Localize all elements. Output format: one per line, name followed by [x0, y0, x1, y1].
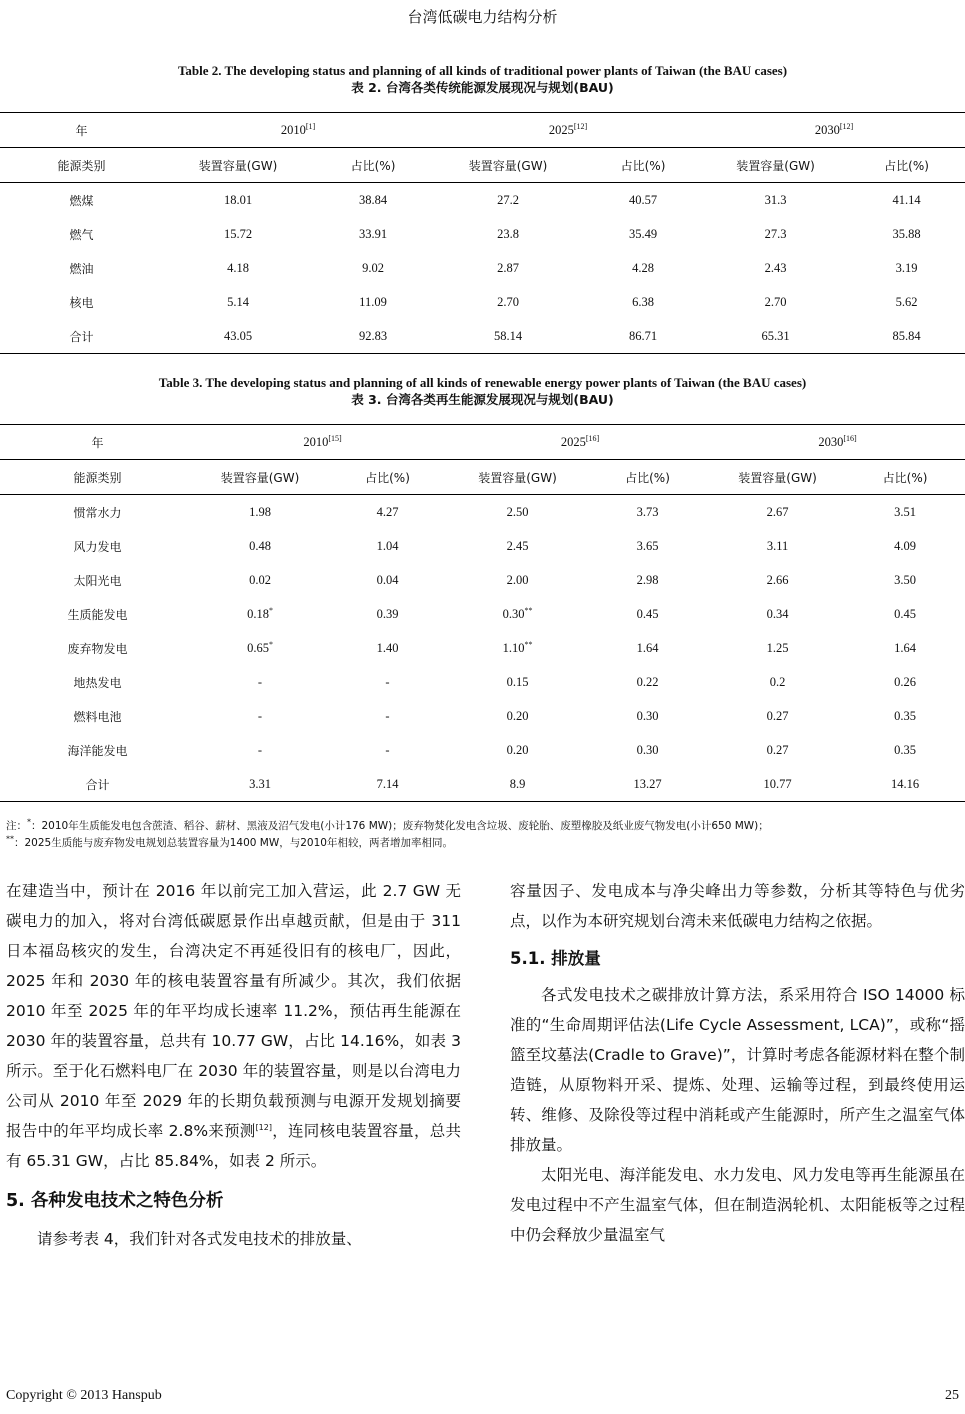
- table-row-total: 合计 3.31 7.14 8.9 13.27 10.77 14.16: [0, 767, 965, 802]
- table3: [0, 424, 965, 802]
- paragraph: 容量因子、发电成本与净尖峰出力等参数，分析其等特色与优劣点，以作为本研究规划台湾未来低碳电力结构之依据。: [510, 882, 965, 930]
- year-2025: 2025[16]: [450, 425, 710, 460]
- table2-header-row: [0, 148, 965, 183]
- table-note: 注：*：2010年生质能发电包含蔗渣、稻谷、薪材、黑液及沼气发电(小计176 MW)；废弃物焚化发电含垃圾、废轮胎、废塑橡胶及纸业废气物发电(小计650 MW)； **：2025生质能与废弃物发电规划总装置容量为1400 MW，与2010年相较，两者增加率相同。: [6, 817, 769, 849]
- column-header: 能源类别: [0, 148, 163, 183]
- table3-header-row: [0, 460, 965, 495]
- paragraph: 在建造当中，预计在 2016 年以前完工加入营运，此 2.7 GW 无碳电力的加入，将对台湾低碳愿景作出卓越贡献，但是由于 311 日本福岛核灾的发生，台湾决定不再延役旧有的核电厂，因此，2025 年和 2030 年的核电装置容量有所减少。其次，我们依据 2010 年至 2025 年的年平均成长速率 11.2%，预估再生能源在 2030 年的装置容量，总共有 10.77 GW，占比 14.16%，如表 3 所示。至于化石燃料电厂在 2030 年的装置容量，则是以台湾电力公司从 2010 年至 2029 年的长期负载预测与电源开发规划摘要报告中的年平均成长率 2.8%来预测[12]，连同核电装置容量，总共有 65.31 GW，占比 85.84%，如表 2 所示。: [6, 882, 461, 1170]
- column-header: 占比(%): [583, 148, 703, 183]
- table-row: 燃油 4.18 9.02 2.87 4.28 2.43 3.19: [69, 260, 918, 276]
- table-row: 太阳光电 0.02 0.04 2.00 2.98 2.66 3.50: [73, 572, 916, 588]
- year-2030: 2030[16]: [710, 425, 965, 460]
- table3-year-row: [0, 425, 965, 460]
- table2-caption-zh: 表 2. 台湾各类传统能源发展现况与规划(BAU): [351, 80, 614, 95]
- table-row: 风力发电 0.48 1.04 2.45 3.65 3.11 4.09: [73, 538, 916, 554]
- column-header: 装置容量(GW): [195, 460, 325, 495]
- running-head: 台湾低碳电力结构分析: [407, 8, 558, 26]
- paragraph: 请参考表 4，我们针对各式发电技术的排放量、: [37, 1230, 362, 1248]
- table-row-total: 合计 43.05 92.83 58.14 86.71 65.31 85.84: [0, 319, 965, 354]
- year-2010: 2010[15]: [195, 425, 450, 460]
- column-header: 装置容量(GW): [450, 460, 585, 495]
- body-right-column: [510, 876, 965, 1250]
- table3-caption-zh: 表 3. 台湾各类再生能源发展现况与规划(BAU): [351, 392, 614, 407]
- column-header: 装置容量(GW): [163, 148, 313, 183]
- year-label: 年: [0, 113, 163, 148]
- year-2025: 2025[12]: [433, 113, 703, 148]
- table-row: 生质能发电 0.18* 0.39 0.30** 0.45 0.34 0.45: [67, 605, 916, 622]
- column-header: 能源类别: [0, 460, 195, 495]
- table-row: 燃料电池 - - 0.20 0.30 0.27 0.35: [73, 708, 916, 724]
- column-header: 装置容量(GW): [710, 460, 845, 495]
- column-header: 占比(%): [313, 148, 433, 183]
- table2-caption-en: Table 2. The developing status and planning of all kinds of traditional power plants of Taiwan (the BAU cases): [177, 63, 788, 78]
- body-left-column: [6, 876, 461, 1254]
- column-header: 装置容量(GW): [703, 148, 848, 183]
- page-number: 25: [945, 1388, 959, 1403]
- section-heading: 5. 各种发电技术之特色分析: [6, 1191, 224, 1211]
- year-2010: 2010[1]: [163, 113, 433, 148]
- table-row: 燃煤 18.01 38.84 27.2 40.57 31.3 41.14: [0, 183, 965, 218]
- table2: [0, 112, 965, 354]
- column-header: 占比(%): [585, 460, 710, 495]
- column-header: 装置容量(GW): [433, 148, 583, 183]
- table3-caption: [0, 374, 965, 408]
- table-row: 燃气 15.72 33.91 23.8 35.49 27.3 35.88: [69, 226, 921, 242]
- paragraph: 太阳光电、海洋能发电、水力发电、风力发电等再生能源虽在发电过程中不产生温室气体，但在制造涡轮机、太阳能板等之过程中仍会释放少量温室气: [510, 1166, 965, 1244]
- table-row: 核电 5.14 11.09 2.70 6.38 2.70 5.62: [69, 294, 918, 310]
- table-row: 惯常水力 1.98 4.27 2.50 3.73 2.67 3.51: [0, 495, 965, 530]
- paragraph: 各式发电技术之碳排放计算方法，系采用符合 ISO 14000 标准的“生命周期评估法(Life Cycle Assessment, LCA)”，或称“摇篮至坟墓法(Cradle to Grave)”，计算时考虑各能源材料在整个制造链，从原物料开采、提炼、处理、运输等过程，到最终使用运转、维修、及除役等过程中消耗或产生能源时，所产生之温室气体排放量。: [510, 986, 965, 1154]
- table2-year-row: [0, 113, 965, 148]
- year-2030: 2030[12]: [703, 113, 965, 148]
- column-header: 占比(%): [848, 148, 965, 183]
- table-row: 废弃物发电 0.65* 1.40 1.10** 1.64 1.25 1.64: [67, 639, 916, 656]
- copyright: Copyright © 2013 Hanspub: [6, 1388, 162, 1403]
- subsection-heading: 5.1. 排放量: [510, 949, 601, 968]
- table3-caption-en: Table 3. The developing status and planning of all kinds of renewable energy power plants of Taiwan (the BAU cases): [158, 375, 807, 390]
- column-header: 占比(%): [845, 460, 965, 495]
- table-row: 海洋能发电 - - 0.20 0.30 0.27 0.35: [67, 742, 916, 758]
- table2-caption: [0, 62, 965, 96]
- year-label: 年: [0, 425, 195, 460]
- table-row: 地热发电 - - 0.15 0.22 0.2 0.26: [73, 674, 916, 690]
- column-header: 占比(%): [325, 460, 450, 495]
